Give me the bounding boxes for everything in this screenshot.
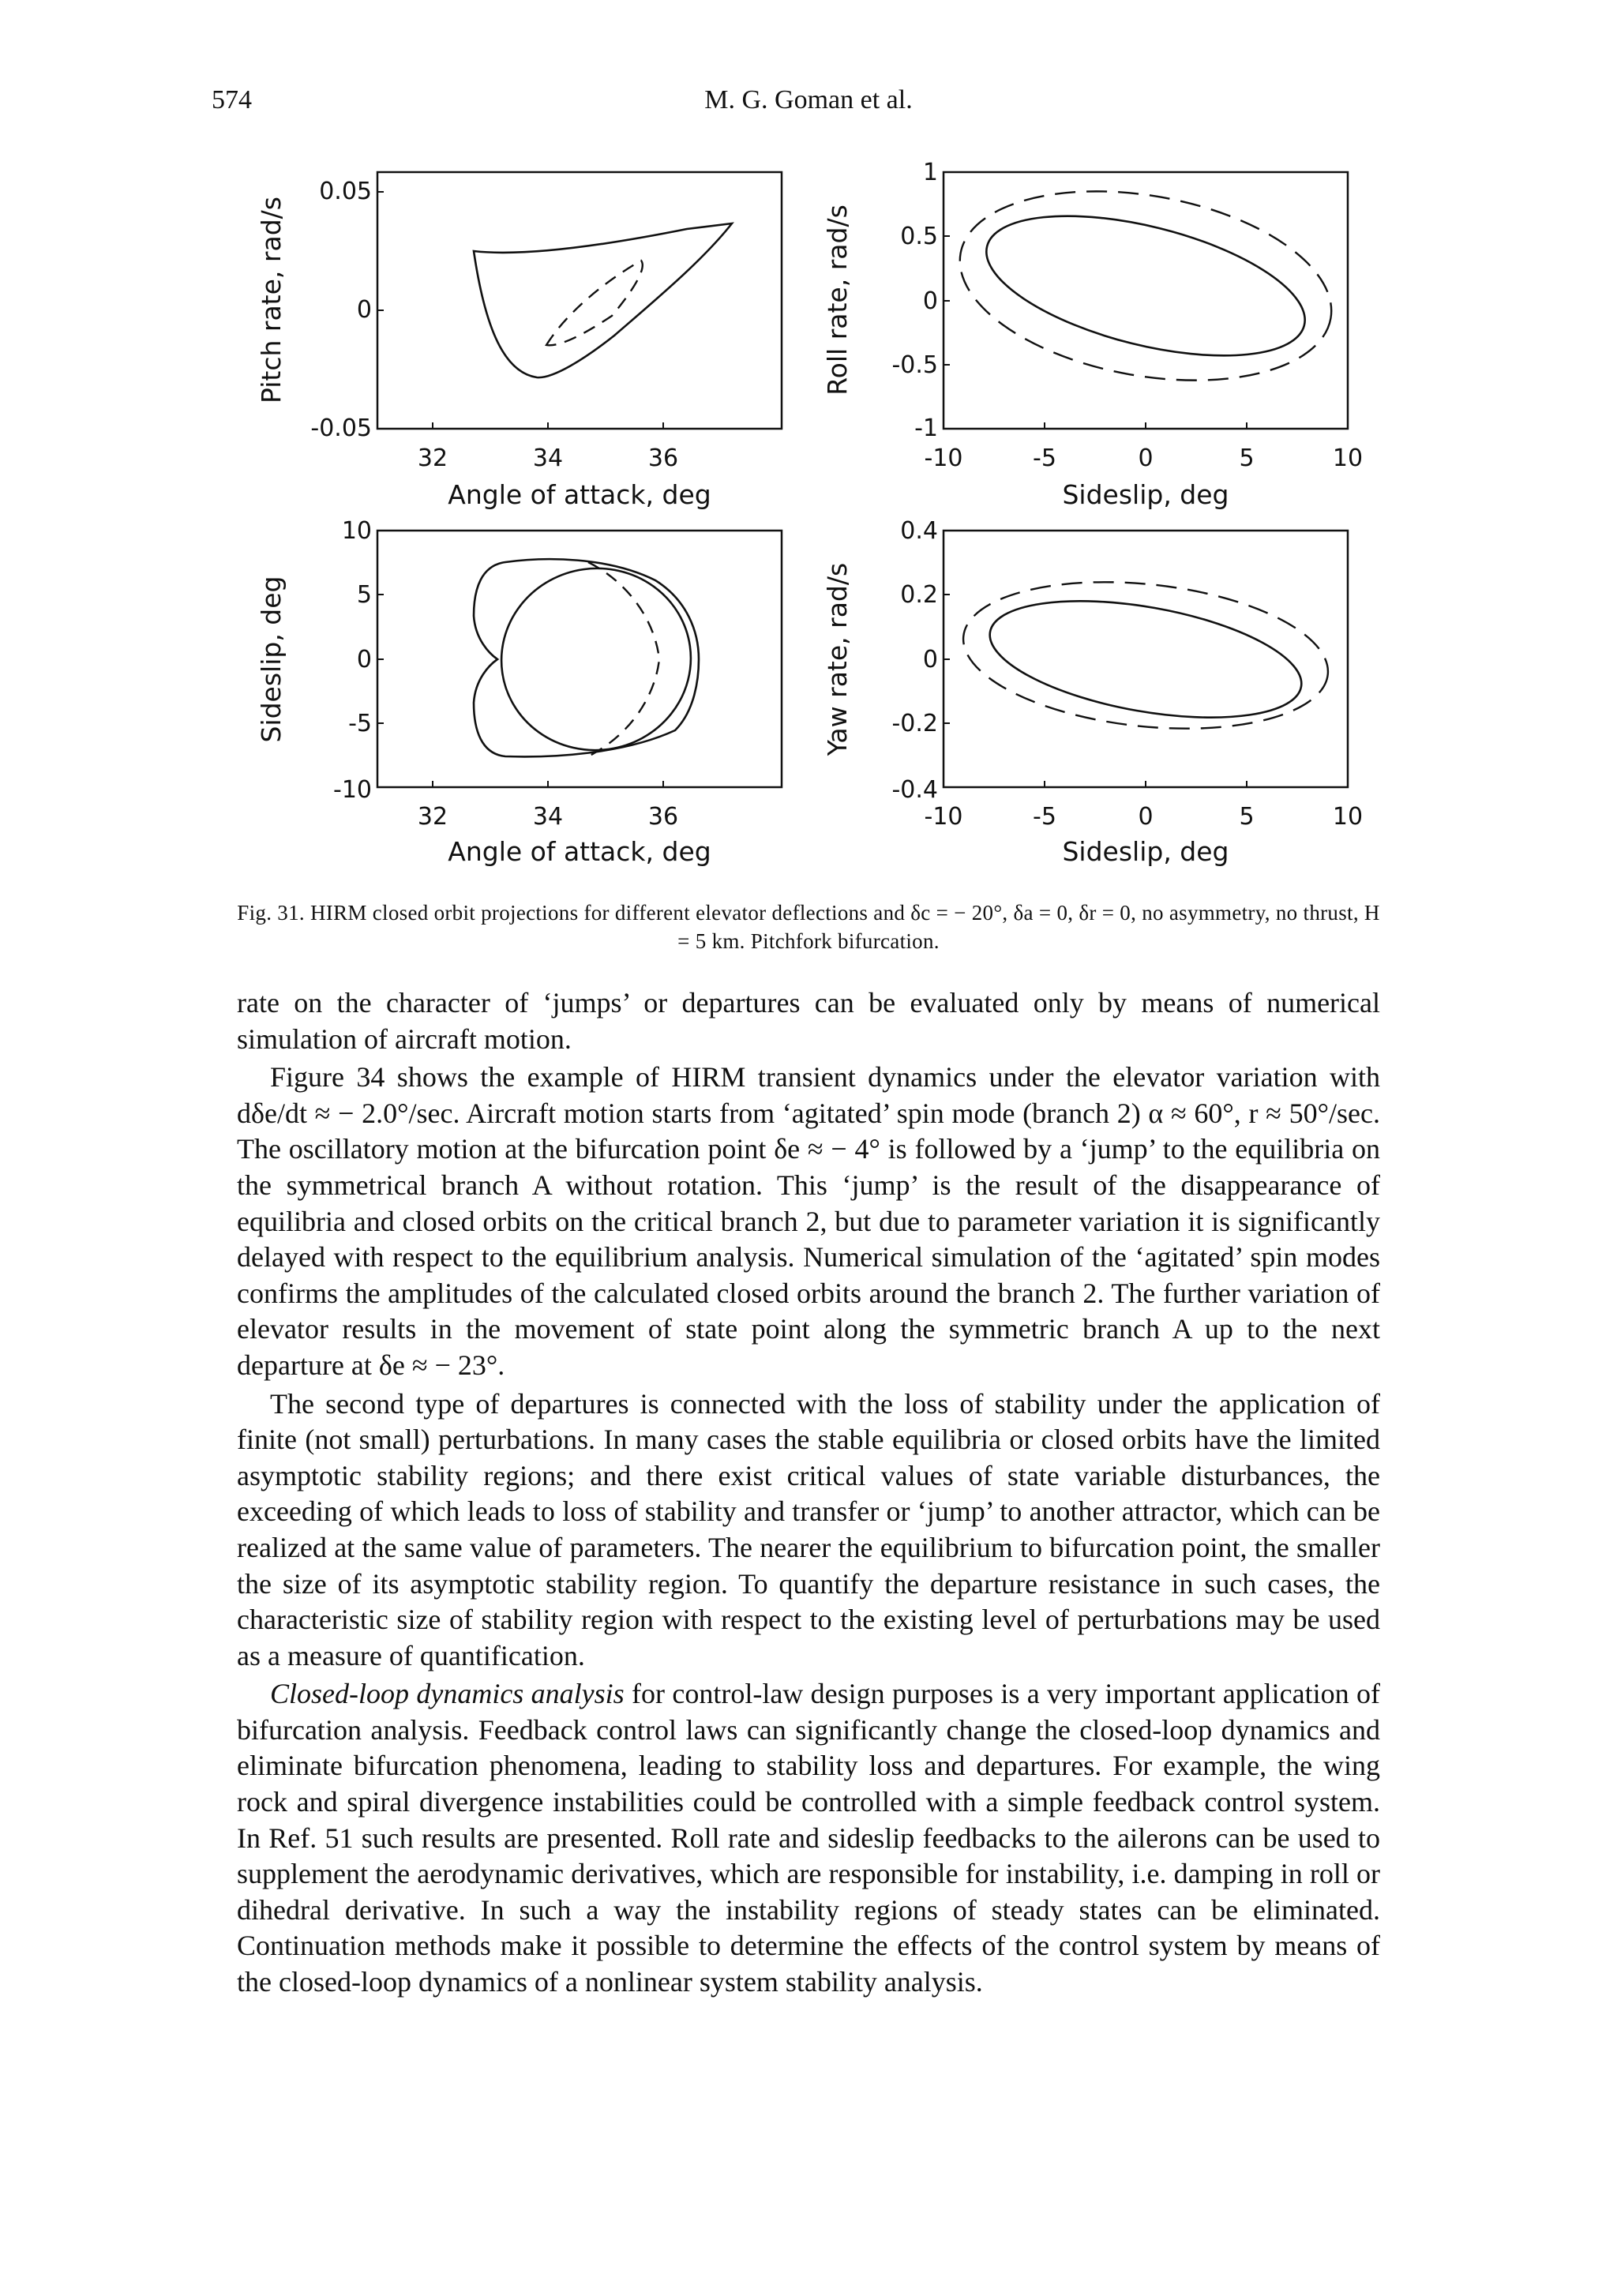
plot-yaw-rate	[822, 517, 1363, 867]
orbit-dashed	[546, 261, 643, 345]
ytick-label: 0.4	[900, 517, 938, 545]
y-axis-label: Sideslip, deg	[256, 576, 287, 743]
orbit-solid	[981, 580, 1311, 737]
plot-sideslip	[256, 517, 782, 867]
xtick-label: 5	[1239, 445, 1255, 472]
italic-lead: Closed-loop dynamics analysis	[270, 1678, 625, 1710]
xtick-label: 34	[532, 803, 564, 831]
xtick-label: 36	[647, 803, 679, 831]
orbit-dashed	[945, 164, 1346, 407]
orbit-solid	[973, 189, 1319, 383]
ytick-label: -10	[333, 776, 372, 804]
x-axis-label: Angle of attack, deg	[448, 836, 711, 867]
xtick-label: 10	[1332, 445, 1364, 472]
xtick-label: 0	[1138, 445, 1154, 472]
y-axis-label: Pitch rate, rad/s	[256, 197, 287, 403]
xtick-label: -5	[1033, 445, 1056, 472]
tick-marks	[377, 595, 663, 787]
ytick-label: 0.2	[900, 581, 938, 609]
ytick-label: 0	[356, 296, 372, 324]
plot-pitch-rate	[256, 172, 782, 510]
page-number: 574	[212, 85, 252, 114]
orbit-dashed	[956, 565, 1335, 745]
paragraph: The second type of departures is connected with the loss of stability under the application of finite (not small) perturbations. In many cases the stable equilibria or closed orbits have the limited asymptotic stability regions; and there exist critical values of state variable disturbances, the exceeding of which leads to loss of stability and transfer or ‘jump’ to another attractor, which can be realized at the same value of parameters. The nearer the equilibrium to bifurcation point, the smaller the size of its asymptotic stability region. To quantify the departure resistance in such cases, the characteristic size of stability region with respect to the existing level of perturbations may be used as a measure of quantification.	[237, 1387, 1380, 1671]
y-axis-label: Roll rate, rad/s	[822, 204, 853, 396]
y-axis-label: Yaw rate, rad/s	[822, 562, 853, 756]
ytick-label: -5	[348, 710, 372, 737]
x-axis-label: Sideslip, deg	[1062, 836, 1229, 867]
ytick-label: 5	[356, 581, 372, 609]
xtick-label: -10	[924, 803, 963, 831]
paragraph-rest: for control-law design purposes is a very important application of bifurcation analysis. Feedback control laws can significantly change the closed-loop dynamics and eliminate bifurcation phenomena, leading to stability loss and departures. For example, the wing rock and spiral divergence instabilities could be controlled with a simple feedback control system. In Ref. 51 such results are presented. Roll rate and sideslip feedbacks to the ailerons can be used to supplement the aerodynamic derivatives, which are responsible for instability, i.e. damping in roll or dihedral derivative. In such a way the instability regions of steady states can be eliminated. Continuation methods make it possible to determine the effects of the control system by means of the closed-loop dynamics of a nonlinear system stability analysis.	[237, 1678, 1380, 1998]
paragraph: Figure 34 shows the example of HIRM transient dynamics under the elevator variation with dδe/dt ≈ − 2.0°/sec. Aircraft motion starts from ‘agitated’ spin mode (branch 2) α ≈ 60°, r ≈ 50°/sec. The oscillatory motion at the bifurcation point δe ≈ − 4° is followed by a ‘jump’ to the equilibria on the symmetrical branch A without rotation. This ‘jump’ is the result of the disappearance of equilibria and closed orbits on the critical branch 2, but due to parameter variation it is significantly delayed with respect to the equilibrium analysis. Numerical simulation of the ‘agitated’ spin modes confirms the amplitudes of the calculated closed orbits around the branch 2. The further variation of elevator results in the movement of state point along the symmetric branch A up to the next departure at δe ≈ − 23°.	[237, 1061, 1380, 1381]
ytick-label: 10	[341, 517, 372, 545]
xtick-label: 36	[647, 445, 679, 472]
xtick-label: -10	[924, 445, 963, 472]
ytick-label: 0.05	[319, 178, 372, 205]
x-axis-label: Sideslip, deg	[1062, 479, 1229, 510]
paragraph	[237, 1676, 1380, 2000]
orbit-solid	[474, 223, 732, 377]
body-text	[237, 985, 1380, 2001]
plot-frame	[377, 172, 782, 429]
running-header-authors: M. G. Goman et al.	[704, 85, 913, 114]
ytick-label: 0	[922, 287, 938, 315]
orbit-dashed	[588, 562, 659, 756]
ytick-label: -1	[914, 415, 938, 442]
ytick-label: -0.4	[891, 776, 938, 804]
xtick-label: -5	[1033, 803, 1056, 831]
plot-frame	[944, 172, 1348, 429]
xtick-label: 34	[532, 445, 564, 472]
tick-marks	[377, 192, 663, 429]
x-axis-label: Angle of attack, deg	[448, 479, 711, 510]
ytick-label: 1	[922, 159, 938, 186]
ytick-label: 0	[356, 646, 372, 673]
ytick-label: -0.5	[891, 351, 938, 379]
tick-marks	[944, 595, 1247, 787]
ytick-label: 0	[922, 646, 938, 673]
orbit-solid-a	[474, 559, 699, 756]
paragraph: rate on the character of ‘jumps’ or departures can be evaluated only by means of numerical simulation of aircraft motion.	[237, 987, 1380, 1055]
figure-caption: Fig. 31. HIRM closed orbit projections for different elevator deflections and δc = − 20°, δa = 0, δr = 0, no asymmetry, no thrust, H = 5 km. Pitchfork bifurcation.	[237, 901, 1380, 953]
xtick-label: 10	[1332, 803, 1364, 831]
xtick-label: 5	[1239, 803, 1255, 831]
ytick-label: -0.2	[891, 710, 938, 737]
plot-roll-rate	[822, 159, 1363, 510]
xtick-label: 32	[417, 445, 448, 472]
ytick-label: 0.5	[900, 223, 938, 250]
figure-31	[0, 0, 1617, 884]
xtick-label: 0	[1138, 803, 1154, 831]
xtick-label: 32	[417, 803, 448, 831]
ytick-label: -0.05	[310, 415, 372, 442]
